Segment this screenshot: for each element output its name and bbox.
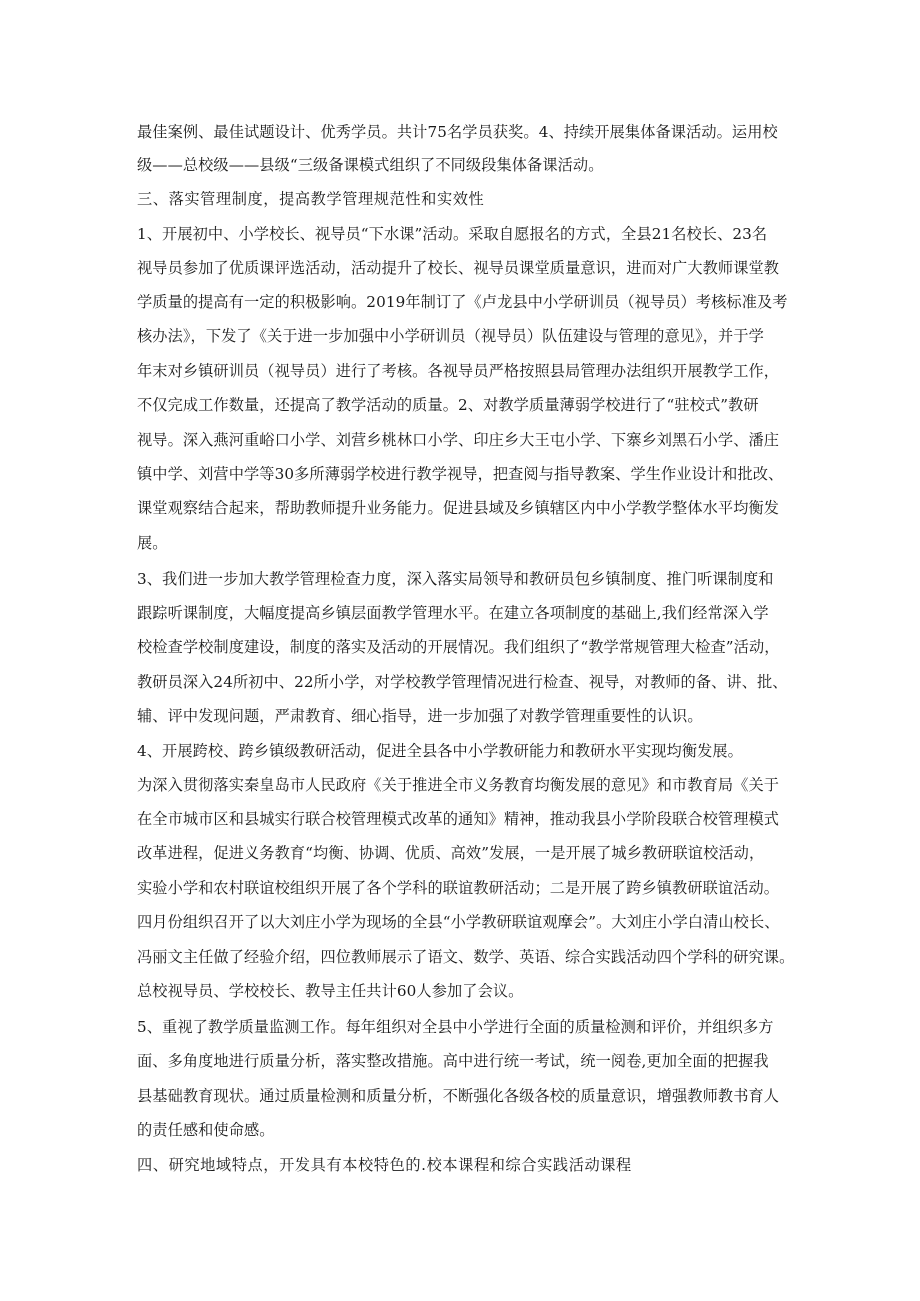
body-line: 的责任感和使命感。 <box>137 1121 275 1139</box>
body-line: 校检查学校制度建设，制度的落实及活动的开展情况。我们组织了“教学常规管理大检查”活动， <box>137 638 780 656</box>
body-line: 总校视导员、学校校长、教导主任共计60人参加了会议。 <box>137 982 524 1000</box>
body-line: 3、我们进一步加大教学管理检查力度，深入落实局领导和教研员包乡镇制度、推门听课制度和 <box>137 570 774 588</box>
body-line: 不仅完成工作数量，还提高了教学活动的质量。2、对教学质量薄弱学校进行了“驻校式”教研 <box>137 396 759 414</box>
body-line: 在全市城市区和县城实行联合校管理模式改革的通知》精神，推动我县小学阶段联合校管理模式 <box>137 810 780 828</box>
body-line: 四月份组织召开了以大刘庄小学为现场的全县“小学教研联谊观摩会”。大刘庄小学白清山校长、 <box>137 913 780 931</box>
section-heading-3: 三、落实管理制度，提高教学管理规范性和实效性 <box>137 190 485 208</box>
body-line: 镇中学、刘营中学等30多所薄弱学校进行教学视导，把查阅与指导教案、学生作业设计和批改、 <box>137 465 784 483</box>
body-line: 改革进程，促进义务教育“均衡、协调、优质、高效”发展，一是开展了城乡教研联谊校活动， <box>137 844 765 862</box>
body-line: 年末对乡镇研训员（视导员）进行了考核。各视导员严格按照县局管理办法组织开展教学工作， <box>137 362 780 380</box>
body-line: 最佳案例、最佳试题设计、优秀学员。共计75名学员获奖。4、持续开展集体备课活动。运用校 <box>137 123 778 141</box>
body-line: 4、开展跨校、跨乡镇级教研活动，促进全县各中小学教研能力和教研水平实现均衡发展。 <box>137 742 743 760</box>
body-line: 辅、评中发现问题，严肃教育、细心指导，进一步加强了对教学管理重要性的认识。 <box>137 707 703 725</box>
body-line: 5、重视了教学质量监测工作。每年组织对全县中小学进行全面的质量检测和评价，并组织多方 <box>137 1018 774 1036</box>
body-line: 面、多角度地进行质量分析，落实整改措施。高中进行统一考试，统一阅卷,更加全面的把握我 <box>137 1052 769 1070</box>
body-line: 实验小学和农村联谊校组织开展了各个学科的联谊教研活动；二是开展了跨乡镇教研联谊活动。 <box>137 879 780 897</box>
body-line: 跟踪听课制度，大幅度提高乡镇层面教学管理水平。在建立各项制度的基础上,我们经常深入学 <box>137 604 769 622</box>
body-line: 级——总校级——县级“三级备课模式组织了不同级段集体备课活动。 <box>137 156 604 174</box>
body-line: 展。 <box>137 534 168 552</box>
section-heading-4: 四、研究地域特点，开发具有本校特色的.校本课程和综合实践活动课程 <box>137 1156 632 1174</box>
body-line: 视导员参加了优质课评选活动，活动提升了校长、视导员课堂质量意识，进而对广大教师课堂教 <box>137 259 780 277</box>
body-line: 冯丽文主任做了经验介绍，四位教师展示了语文、数学、英语、综合实践活动四个学科的研究课。 <box>137 948 795 966</box>
body-line: 学质量的提高有一定的积极影响。2019年制订了《卢龙县中小学研训员（视导员）考核标准及考 <box>137 293 788 311</box>
body-line: 教研员深入24所初中、22所小学，对学校教学管理情况进行检查、视导，对教师的备、讲、批、 <box>137 673 788 691</box>
body-line: 视导。深入燕河重峪口小学、刘营乡桃林口小学、印庄乡大王屯小学、下寨乡刘黑石小学、潘庄 <box>137 431 780 449</box>
body-line: 县基础教育现状。通过质量检测和质量分析，不断强化各级各校的质量意识，增强教师教书育人 <box>137 1087 780 1105</box>
body-line: 为深入贯彻落实秦皇岛市人民政府《关于推进全市义务教育均衡发展的意见》和市教育局《关于 <box>137 776 780 794</box>
body-line: 课堂观察结合起来，帮助教师提升业务能力。促进县域及乡镇辖区内中小学教学整体水平均衡发 <box>137 499 780 517</box>
body-line: 核办法》，下发了《关于进一步加强中小学研训员（视导员）队伍建设与管理的意见》，并于学 <box>137 327 764 345</box>
body-line: 1、开展初中、小学校长、视导员“下水课”活动。采取自愿报名的方式，全县21名校长、23名 <box>137 225 768 243</box>
